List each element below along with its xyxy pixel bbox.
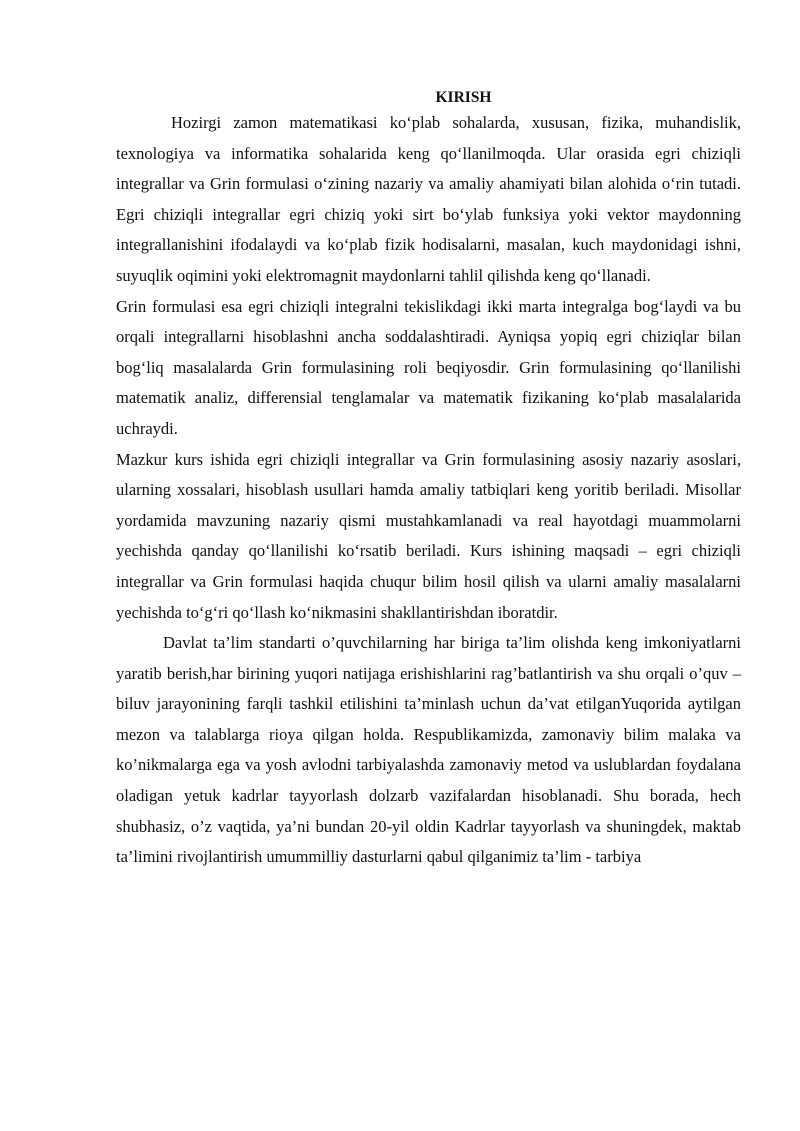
page-title: KIRISH	[435, 89, 492, 106]
paragraph-grin-formula: Grin formulasi esa egri chiziqli integralni tekislikdagi ikki marta integralga bog‘laydi va bu orqali integrallarni hisoblashni ancha soddalashtiradi. Ayniqsa yopiq egri chiziqlar bilan bog‘liq masalalarda Grin formulasining roli beqiyosdir. Grin formulasining qo‘llanilishi matematik analiz, differensial tenglamalar va matematik fizikaning ko‘plab masalalarida uchraydi.	[116, 296, 741, 438]
paragraph-intro: Hozirgi zamon matematikasi ko‘plab sohalarda, xususan, fizika, muhandislik, texnologiya va informatika sohalarida keng qo‘llanilmoqda. Ular orasida egri chiziqli integrallar va Grin formulasi o‘zining nazariy va amaliy ahamiyati bilan alohida o‘rin tutadi. Egri chiziqli integrallar egri chiziq yoki sirt bo‘ylab funksiya yoki vektor maydonning integrallanishini ifodalaydi va ko‘plab fizik hodisalarni, masalan, kuch maydonidagi ishni, suyuqlik oqimini yoki elektromagnit maydonlarni tahlil qilishda keng qo‘llanadi.	[116, 113, 741, 285]
paragraph-education-standard: Davlat ta’lim standarti o’quvchilarning har biriga ta’lim olishda keng imkoniyatlarni yaratib berish,har birining yuqori natijaga erishishlarini rag’batlantirish va shu orqali o’quv – biluv jarayonining farqli tashkil etilishini ta’minlash uchun da’vat etilganYuqorida aytilgan mezon va talablarga rioya qilgan holda. Respublikamizda, zamonaviy bilim malaka va ko’nikmalarga ega va yosh avlodni tarbiyalashda zamonaviy metod va uslublardan foydalana oladigan yetuk kadrlar tayyorlash dolzarb vazifalardan hisoblanadi. Shu borada, hech shubhasiz, o’z vaqtida, ya’ni bundan 20-yil oldin Kadrlar tayyorlash va shuningdek, maktab ta’limini rivojlantirish umummilliy dasturlarni qabul qilganimiz ta’lim - tarbiya	[116, 633, 741, 867]
paragraph-course-goal: Mazkur kurs ishida egri chiziqli integrallar va Grin formulasining asosiy nazariy asoslari, ularning xossalari, hisoblash usullari hamda amaliy tatbiqlari keng yoritib beriladi. Misollar yordamida mavzuning nazariy qismi mustahkamlanadi va real hayotdagi muammolarni yechishda qanday qo‘llanilishi ko‘rsatib beriladi. Kurs ishining maqsadi – egri chiziqli integrallar va Grin formulasi haqida chuqur bilim hosil qilish va ularni amaliy masalalarni yechishda to‘g‘ri qo‘llash ko‘nikmasini shakllantirishdan iboratdir.	[116, 449, 741, 622]
document-page	[116, 88, 741, 873]
